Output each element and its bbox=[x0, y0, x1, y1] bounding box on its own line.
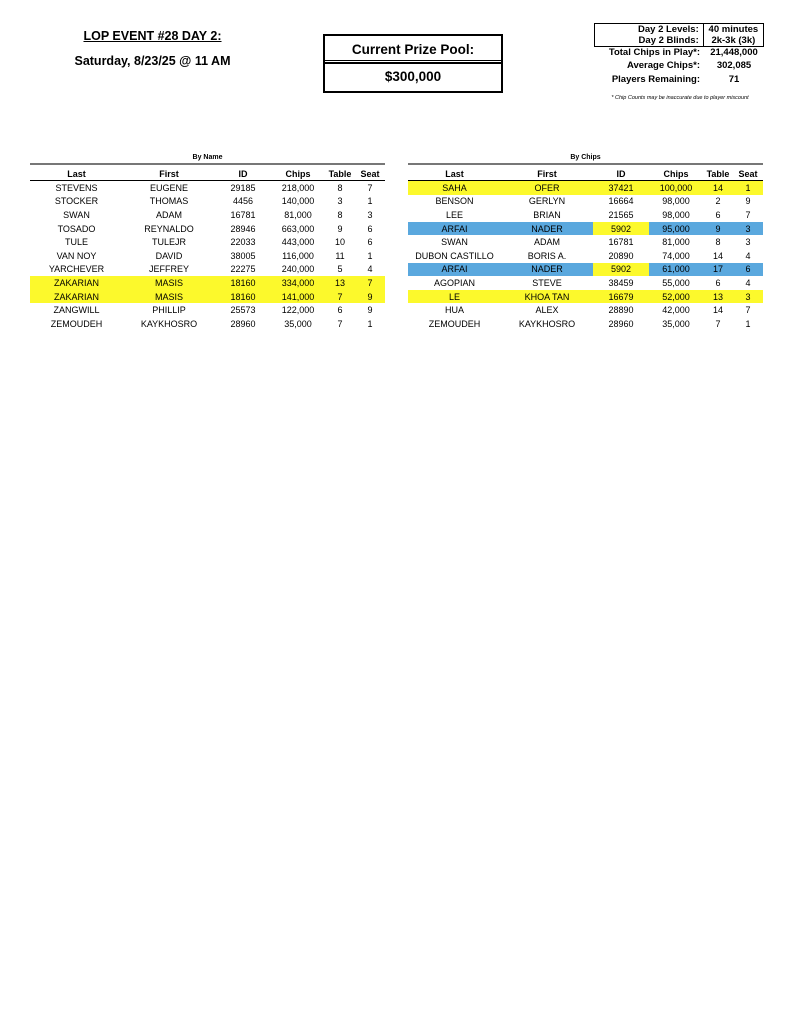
total-chips-value: 21,448,000 bbox=[710, 47, 758, 58]
cell-chips: 116,000 bbox=[282, 250, 314, 261]
cell-id: 16781 bbox=[608, 237, 634, 248]
table-row bbox=[408, 276, 763, 290]
cell-seat: 1 bbox=[733, 181, 763, 195]
table-row bbox=[408, 290, 763, 304]
cell-chips: 218,000 bbox=[281, 182, 315, 193]
cell-last: DUBON CASTILLO bbox=[415, 250, 494, 261]
players-row bbox=[594, 73, 764, 87]
cell-chips: 240,000 bbox=[281, 264, 315, 275]
cell-chips: 122,000 bbox=[281, 305, 315, 316]
cell-table: 9 bbox=[337, 223, 343, 234]
cell-table: 14 bbox=[712, 250, 723, 261]
cell-last: STEVENS bbox=[55, 182, 98, 193]
cell-table: 3 bbox=[337, 196, 343, 207]
cell-first: DAVID bbox=[155, 250, 183, 261]
cell-first: MASIS bbox=[123, 290, 215, 304]
cell-seat: 4 bbox=[745, 277, 751, 288]
table-row bbox=[408, 235, 763, 249]
cell-first: ALEX bbox=[535, 305, 559, 316]
cell-id: 22033 bbox=[230, 237, 256, 248]
by-chips-header-row bbox=[408, 167, 763, 181]
by-chips-header-chips: Chips bbox=[649, 167, 703, 181]
cell-seat: 9 bbox=[355, 290, 385, 304]
cell-chips: 141,000 bbox=[271, 290, 325, 304]
cell-table: 8 bbox=[715, 237, 721, 248]
cell-chips: 100,000 bbox=[649, 181, 703, 195]
table-row bbox=[30, 195, 385, 209]
cell-last: VAN NOY bbox=[56, 250, 97, 261]
levels-row bbox=[594, 23, 764, 35]
cell-first: MASIS bbox=[123, 276, 215, 290]
cell-table: 8 bbox=[337, 209, 343, 220]
cell-seat: 6 bbox=[367, 237, 373, 248]
chips-row bbox=[594, 47, 764, 59]
cell-last: ZANGWILL bbox=[53, 305, 100, 316]
cell-table: 11 bbox=[335, 250, 345, 261]
cell-table: 14 bbox=[703, 181, 733, 195]
table-row bbox=[30, 276, 385, 290]
by-name-header-seat: Seat bbox=[355, 167, 385, 181]
by-name-header-first: First bbox=[123, 167, 215, 181]
cell-seat: 3 bbox=[733, 290, 763, 304]
cell-first: BRIAN bbox=[533, 209, 561, 220]
cell-id: 16679 bbox=[593, 290, 649, 304]
cell-last: TOSADO bbox=[57, 223, 96, 234]
table-row bbox=[30, 181, 385, 195]
cell-first: STEVE bbox=[532, 277, 562, 288]
cell-seat: 6 bbox=[733, 263, 763, 277]
cell-id: 20890 bbox=[608, 250, 634, 261]
cell-seat: 7 bbox=[355, 276, 385, 290]
cell-last: HUA bbox=[444, 305, 464, 316]
cell-id: 5902 bbox=[593, 263, 649, 277]
table-row bbox=[30, 263, 385, 277]
cell-table: 17 bbox=[703, 263, 733, 277]
by-chips-table bbox=[408, 167, 763, 331]
by-name-header-id: ID bbox=[215, 167, 271, 181]
cell-first: ADAM bbox=[533, 237, 560, 248]
cell-seat: 9 bbox=[367, 305, 373, 316]
total-chips-label: Total Chips in Play*: bbox=[608, 47, 700, 58]
players-remaining-label: Players Remaining: bbox=[611, 74, 700, 85]
cell-id: 28890 bbox=[608, 305, 634, 316]
cell-id: 21565 bbox=[608, 209, 634, 220]
cell-chips: 98,000 bbox=[662, 196, 690, 207]
cell-first: NADER bbox=[501, 263, 593, 277]
event-title: LOP EVENT #28 DAY 2: bbox=[83, 29, 222, 43]
cell-chips: 334,000 bbox=[271, 276, 325, 290]
cell-seat: 1 bbox=[367, 318, 373, 329]
table-row bbox=[30, 317, 385, 331]
cell-table: 13 bbox=[325, 276, 355, 290]
cell-chips: 443,000 bbox=[281, 237, 315, 248]
cell-last: ZAKARIAN bbox=[30, 276, 123, 290]
cell-table: 10 bbox=[334, 237, 345, 248]
table-row bbox=[408, 222, 763, 236]
by-name-divider bbox=[30, 163, 385, 165]
by-name-label: By Name bbox=[192, 154, 223, 161]
cell-last: BENSON bbox=[435, 196, 474, 207]
cell-id: 18160 bbox=[215, 276, 271, 290]
cell-seat: 7 bbox=[745, 305, 751, 316]
cell-id: 4456 bbox=[232, 196, 254, 207]
cell-table: 14 bbox=[712, 305, 723, 316]
by-chips-divider bbox=[408, 163, 763, 165]
cell-id: 22275 bbox=[230, 264, 256, 275]
cell-first: KHOA TAN bbox=[501, 290, 593, 304]
table-row bbox=[30, 235, 385, 249]
cell-seat: 1 bbox=[367, 250, 373, 261]
cell-id: 37421 bbox=[593, 181, 649, 195]
table-row bbox=[408, 249, 763, 263]
cell-table: 6 bbox=[337, 305, 343, 316]
cell-table: 6 bbox=[715, 277, 721, 288]
cell-chips: 35,000 bbox=[662, 318, 690, 329]
cell-id: 18160 bbox=[215, 290, 271, 304]
cell-table: 5 bbox=[337, 264, 343, 275]
cell-table: 2 bbox=[715, 196, 721, 207]
cell-last: ARFAI bbox=[408, 263, 501, 277]
cell-id: 29185 bbox=[230, 182, 256, 193]
average-chips-value: 302,085 bbox=[716, 60, 752, 71]
by-name-header-last: Last bbox=[30, 167, 123, 181]
event-datetime: Saturday, 8/23/25 @ 11 AM bbox=[74, 54, 231, 68]
cell-first: THOMAS bbox=[149, 196, 189, 207]
table-row bbox=[30, 249, 385, 263]
avg-row bbox=[594, 59, 764, 73]
cell-last: AGOPIAN bbox=[433, 277, 475, 288]
cell-chips: 35,000 bbox=[284, 318, 312, 329]
cell-table: 7 bbox=[715, 318, 721, 329]
by-chips-header-last: Last bbox=[408, 167, 501, 181]
cell-first: OFER bbox=[501, 181, 593, 195]
table-row bbox=[30, 222, 385, 236]
tournament-info bbox=[594, 23, 764, 87]
blinds-label: Day 2 Blinds: bbox=[594, 35, 703, 47]
cell-seat: 4 bbox=[367, 264, 373, 275]
levels-label: Day 2 Levels: bbox=[594, 23, 703, 35]
blinds-row bbox=[594, 35, 764, 47]
chip-count-note: * Chip Counts may be inaccurate due to player miscount bbox=[611, 95, 749, 101]
table-row bbox=[408, 263, 763, 277]
cell-seat: 3 bbox=[733, 222, 763, 236]
cell-chips: 98,000 bbox=[662, 209, 690, 220]
cell-seat: 3 bbox=[745, 237, 751, 248]
cell-last: ZEMOUDEH bbox=[428, 318, 481, 329]
cell-chips: 42,000 bbox=[662, 305, 690, 316]
by-chips-header-seat: Seat bbox=[733, 167, 763, 181]
blinds-value: 2k-3k (3k) bbox=[703, 35, 764, 47]
cell-id: 38005 bbox=[230, 250, 256, 261]
prize-pool-value: $300,000 bbox=[323, 60, 503, 93]
by-name-header-row bbox=[30, 167, 385, 181]
players-remaining-value: 71 bbox=[728, 74, 740, 85]
cell-id: 25573 bbox=[230, 305, 256, 316]
cell-last: STOCKER bbox=[54, 196, 99, 207]
cell-id: 16781 bbox=[230, 209, 256, 220]
cell-table: 13 bbox=[703, 290, 733, 304]
table-row bbox=[408, 208, 763, 222]
cell-id: 28960 bbox=[608, 318, 634, 329]
by-chips-header-id: ID bbox=[593, 167, 649, 181]
by-chips-label: By Chips bbox=[570, 154, 601, 161]
cell-first: KAYKHOSRO bbox=[140, 318, 198, 329]
cell-id: 16664 bbox=[608, 196, 634, 207]
cell-chips: 55,000 bbox=[662, 277, 690, 288]
cell-chips: 140,000 bbox=[281, 196, 315, 207]
cell-last: ARFAI bbox=[408, 222, 501, 236]
table-row bbox=[30, 303, 385, 317]
table-row bbox=[408, 317, 763, 331]
cell-chips: 663,000 bbox=[281, 223, 315, 234]
average-chips-label: Average Chips*: bbox=[626, 60, 700, 71]
cell-seat: 7 bbox=[745, 209, 751, 220]
cell-seat: 3 bbox=[367, 209, 373, 220]
cell-last: ZEMOUDEH bbox=[50, 318, 103, 329]
table-row bbox=[30, 208, 385, 222]
cell-last: SWAN bbox=[441, 237, 468, 248]
cell-first: BORIS A. bbox=[527, 250, 567, 261]
cell-seat: 6 bbox=[367, 223, 373, 234]
by-name-header-chips: Chips bbox=[271, 167, 325, 181]
cell-table: 7 bbox=[337, 318, 343, 329]
cell-table: 8 bbox=[337, 182, 343, 193]
cell-chips: 95,000 bbox=[649, 222, 703, 236]
cell-id: 5902 bbox=[593, 222, 649, 236]
cell-id: 28946 bbox=[230, 223, 256, 234]
cell-seat: 1 bbox=[367, 196, 373, 207]
cell-last: LE bbox=[408, 290, 501, 304]
cell-first: EUGENE bbox=[149, 182, 188, 193]
cell-chips: 81,000 bbox=[662, 237, 690, 248]
cell-id: 38459 bbox=[608, 277, 634, 288]
cell-table: 7 bbox=[325, 290, 355, 304]
cell-seat: 4 bbox=[745, 250, 751, 261]
cell-first: JEFFREY bbox=[148, 264, 189, 275]
cell-chips: 81,000 bbox=[284, 209, 312, 220]
by-name-header-table: Table bbox=[325, 167, 355, 181]
cell-seat: 1 bbox=[745, 318, 751, 329]
by-name-table bbox=[30, 167, 385, 331]
cell-first: PHILLIP bbox=[152, 305, 186, 316]
cell-first: ADAM bbox=[155, 209, 182, 220]
cell-seat: 7 bbox=[367, 182, 373, 193]
cell-chips: 61,000 bbox=[649, 263, 703, 277]
cell-first: TULEJR bbox=[151, 237, 186, 248]
cell-first: KAYKHOSRO bbox=[518, 318, 576, 329]
cell-chips: 52,000 bbox=[649, 290, 703, 304]
cell-last: SWAN bbox=[63, 209, 90, 220]
cell-chips: 74,000 bbox=[662, 250, 690, 261]
cell-first: GERLYN bbox=[528, 196, 566, 207]
cell-last: SAHA bbox=[408, 181, 501, 195]
prize-pool-label: Current Prize Pool: bbox=[323, 34, 503, 64]
cell-first: REYNALDO bbox=[144, 223, 194, 234]
cell-last: LEE bbox=[445, 209, 463, 220]
table-row bbox=[408, 181, 763, 195]
levels-value: 40 minutes bbox=[703, 23, 764, 35]
cell-last: YARCHEVER bbox=[48, 264, 105, 275]
cell-seat: 9 bbox=[745, 196, 751, 207]
cell-table: 6 bbox=[715, 209, 721, 220]
cell-first: NADER bbox=[501, 222, 593, 236]
table-row bbox=[408, 303, 763, 317]
cell-last: TULE bbox=[64, 237, 88, 248]
cell-table: 9 bbox=[703, 222, 733, 236]
by-chips-header-table: Table bbox=[703, 167, 733, 181]
cell-last: ZAKARIAN bbox=[30, 290, 123, 304]
table-row bbox=[30, 290, 385, 304]
cell-id: 28960 bbox=[230, 318, 256, 329]
table-row bbox=[408, 195, 763, 209]
by-chips-header-first: First bbox=[501, 167, 593, 181]
